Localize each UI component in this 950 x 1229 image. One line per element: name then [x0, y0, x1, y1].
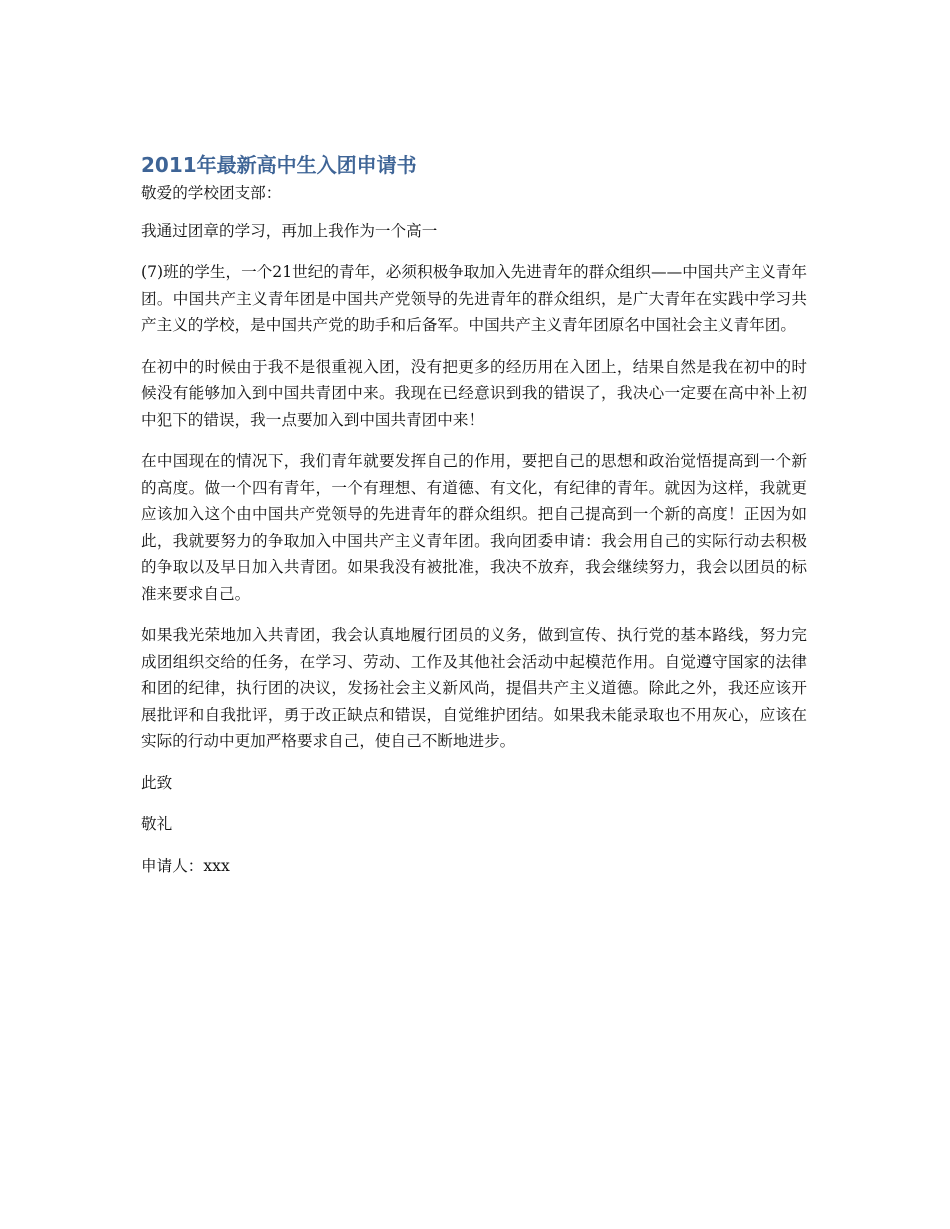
- closing-cizhi: 此致: [141, 773, 173, 792]
- paragraph-commitment: 如果我光荣地加入共青团，我会认真地履行团员的义务，做到宣传、执行党的基本路线，努力完成团组织交给的任务，在学习、劳动、工作及其他社会活动中起模范作用。自觉遵守国家的法律和团的纪律，执行团的决议，发扬社会主义新风尚，提倡共产主义道德。除此之外，我还应该开展批评和自我批评，勇于改正缺点和错误，自觉维护团结。如果我未能录取也不用灰心，应该在实际的行动中更加严格要求自己，使自己不断地进步。: [141, 626, 807, 750]
- signature: 申请人：xxx: [141, 856, 230, 875]
- salutation: 敬爱的学校团支部：: [141, 184, 282, 202]
- paragraph-about-league: (7)班的学生，一个21世纪的青年，必须积极争取加入先进青年的群众组织——中国共产主义青年团。中国共产主义青年团是中国共产党领导的先进青年的群众组织，是广大青年在实践中学习共产主义的学校，是中国共产党的助手和后备军。中国共产主义青年团原名中国社会主义青年团。: [141, 263, 807, 334]
- document-page: [141, 150, 807, 894]
- paragraph-intro: 我通过团章的学习，再加上我作为一个高一: [141, 221, 438, 240]
- document-title: 2011年最新高中生入团申请书: [141, 153, 417, 177]
- paragraph-middle-school: 在初中的时候由于我不是很重视入团，没有把更多的经历用在入团上，结果自然是我在初中的时候没有能够加入到中国共青团中来。我现在已经意识到我的错误了，我决心一定要在高中补上初中犯下的错误，我一点要加入到中国共青团中来！: [141, 357, 807, 429]
- closing-jingli: 敬礼: [141, 815, 173, 833]
- paragraph-current-situation: 在中国现在的情况下，我们青年就要发挥自己的作用，要把自己的思想和政治觉悟提高到一个新的高度。做一个四有青年，一个有理想、有道德、有文化，有纪律的青年。就因为这样，我就更应该加入这个由中国共产党领导的先进青年的群众组织。把自己提高到一个新的高度！正因为如此，我就要努力的争取加入中国共产主义青年团。我向团委申请：我会用自己的实际行动去积极的争取以及早日加入共青团。如果我没有被批准，我决不放弃，我会继续努力，我会以团员的标准来要求自己。: [141, 452, 807, 603]
